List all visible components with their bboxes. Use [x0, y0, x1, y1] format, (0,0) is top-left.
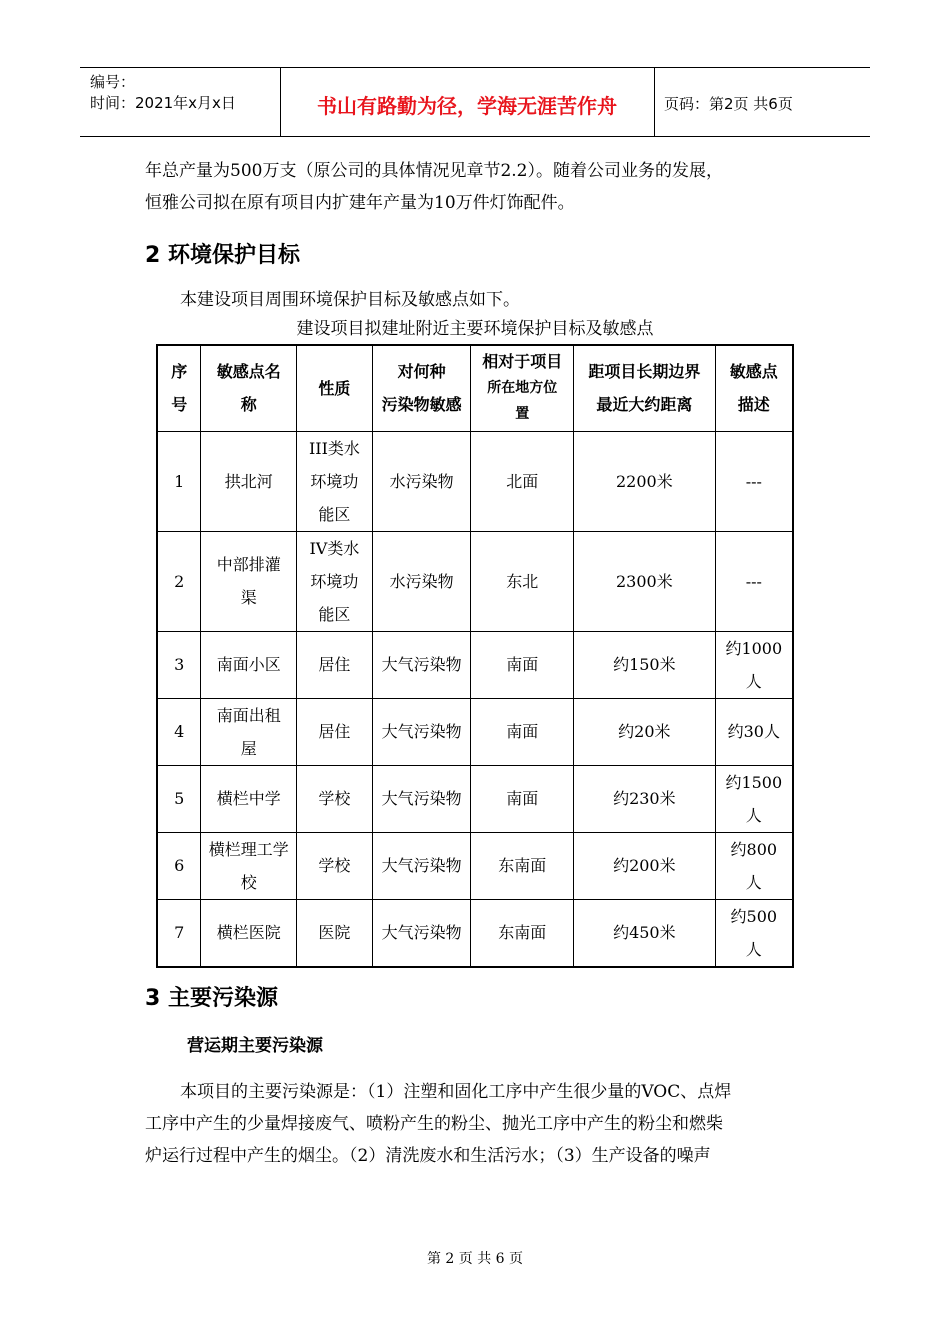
cell-pollutant: 大气污染物	[372, 698, 471, 765]
cell-no: 5	[157, 765, 201, 832]
cell-distance: 约450米	[574, 899, 716, 967]
cell-name: 中部排灌 渠	[201, 531, 297, 631]
cell-name: 横栏中学	[201, 765, 297, 832]
section-heading-2: 2 环境保护目标	[145, 243, 300, 268]
section-heading-3: 3 主要污染源	[145, 986, 278, 1011]
table-row	[157, 531, 793, 631]
source-line: 工序中产生的少量焊接废气、喷粉产生的粉尘、抛光工序中产生的粉尘和燃柴	[145, 1114, 723, 1134]
header-no: 序 号	[157, 345, 201, 431]
cell-distance: 2200米	[574, 431, 716, 531]
table-row	[157, 832, 793, 899]
table-row	[157, 765, 793, 832]
cell-desc: 约1500 人	[715, 765, 793, 832]
header-pollutant: 对何种 污染物敏感	[372, 345, 471, 431]
header-page-number: 页码：第2页 共6页	[664, 95, 793, 113]
header-distance: 距项目长期边界 最近大约距离	[574, 345, 716, 431]
cell-no: 1	[157, 431, 201, 531]
cell-no: 3	[157, 631, 201, 698]
section3-subheading: 营运期主要污染源	[187, 1036, 323, 1056]
cell-no: 7	[157, 899, 201, 967]
cell-desc: 约500 人	[715, 899, 793, 967]
page-footer: 第 2 页 共 6 页	[426, 1251, 524, 1267]
table-row	[157, 431, 793, 531]
cell-nature: 医院	[297, 899, 373, 967]
document-date: 时间：2021年x月x日	[90, 94, 236, 112]
source-line: 炉运行过程中产生的烟尘。（2）清洗废水和生活污水；（3）生产设备的噪声	[145, 1146, 711, 1166]
cell-distance: 2300米	[574, 531, 716, 631]
cell-distance: 约20米	[574, 698, 716, 765]
cell-position: 东南面	[471, 832, 574, 899]
cell-distance: 约150米	[574, 631, 716, 698]
cell-name: 横栏医院	[201, 899, 297, 967]
cell-pollutant: 大气污染物	[372, 899, 471, 967]
header-motto-cell	[280, 68, 655, 136]
cell-pollutant: 大气污染物	[372, 631, 471, 698]
cell-no: 4	[157, 698, 201, 765]
cell-position: 南面	[471, 631, 574, 698]
cell-pollutant: 大气污染物	[372, 765, 471, 832]
header-page-cell	[654, 68, 870, 136]
cell-desc: ---	[715, 531, 793, 631]
intro-paragraph	[145, 155, 815, 219]
table-row	[157, 698, 793, 765]
table-row	[157, 899, 793, 967]
sensitive-points-table	[156, 344, 794, 968]
document-number: 编号：	[90, 73, 136, 91]
cell-name: 南面小区	[201, 631, 297, 698]
cell-position: 南面	[471, 765, 574, 832]
cell-nature: III类水 环境功 能区	[297, 431, 373, 531]
cell-distance: 约230米	[574, 765, 716, 832]
page-header	[80, 67, 870, 137]
header-name: 敏感点名 称	[201, 345, 297, 431]
cell-name: 南面出租 屋	[201, 698, 297, 765]
cell-name: 拱北河	[201, 431, 297, 531]
cell-pollutant: 水污染物	[372, 531, 471, 631]
cell-nature: 居住	[297, 631, 373, 698]
cell-distance: 约200米	[574, 832, 716, 899]
cell-position: 东北	[471, 531, 574, 631]
cell-desc: ---	[715, 431, 793, 531]
intro-line: 年总产量为500万支（原公司的具体情况见章节2.2）。随着公司业务的发展，	[145, 161, 723, 181]
table-header-row	[157, 345, 793, 431]
cell-desc: 约30人	[715, 698, 793, 765]
pollution-source-paragraph	[145, 1076, 815, 1172]
header-meta-cell	[80, 68, 281, 136]
cell-nature: 学校	[297, 832, 373, 899]
header-desc: 敏感点 描述	[715, 345, 793, 431]
cell-desc: 约800 人	[715, 832, 793, 899]
table-row	[157, 631, 793, 698]
cell-position: 北面	[471, 431, 574, 531]
cell-name: 横栏理工学 校	[201, 832, 297, 899]
intro-line: 恒雅公司拟在原有项目内扩建年产量为10万件灯饰配件。	[145, 193, 575, 213]
source-line: 本项目的主要污染源是：（1）注塑和固化工序中产生很少量的VOC、点焊	[180, 1082, 732, 1102]
header-motto: 书山有路勤为径，学海无涯苦作舟	[317, 94, 617, 118]
cell-desc: 约1000 人	[715, 631, 793, 698]
cell-position: 东南面	[471, 899, 574, 967]
header-nature: 性质	[297, 345, 373, 431]
cell-nature: IV类水 环境功 能区	[297, 531, 373, 631]
cell-no: 6	[157, 832, 201, 899]
cell-nature: 学校	[297, 765, 373, 832]
cell-pollutant: 水污染物	[372, 431, 471, 531]
cell-no: 2	[157, 531, 201, 631]
cell-pollutant: 大气污染物	[372, 832, 471, 899]
section2-text: 本建设项目周围环境保护目标及敏感点如下。	[180, 290, 520, 310]
header-position: 相对于项目 所在地方位 置	[471, 345, 574, 431]
cell-position: 南面	[471, 698, 574, 765]
table-caption: 建设项目拟建址附近主要环境保护目标及敏感点	[296, 319, 654, 339]
cell-nature: 居住	[297, 698, 373, 765]
